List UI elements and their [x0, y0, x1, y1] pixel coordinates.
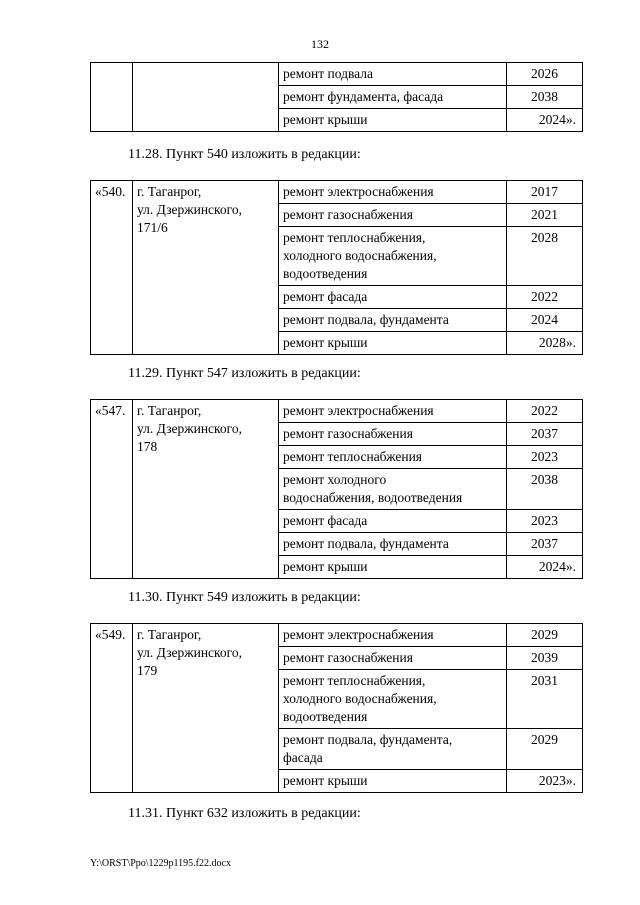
year-cell: 2037	[507, 423, 583, 446]
work-cell: ремонт крыши	[279, 109, 507, 132]
building-table	[90, 180, 583, 355]
address-cell: г. Таганрог, ул. Дзержинского, 171/6	[133, 181, 279, 355]
work-cell: ремонт крыши	[279, 332, 507, 355]
continuation-table	[90, 62, 583, 132]
table-row	[91, 624, 583, 647]
year-cell: 2023».	[507, 770, 583, 793]
work-cell: ремонт теплоснабжения, холодного водоснабжения, водоотведения	[279, 670, 507, 729]
section-heading: 11.29. Пункт 547 изложить в редакции:	[128, 366, 361, 381]
work-cell: ремонт крыши	[279, 770, 507, 793]
work-cell: ремонт теплоснабжения	[279, 446, 507, 469]
section-heading: 11.31. Пункт 632 изложить в редакции:	[128, 806, 361, 821]
work-cell: ремонт фасада	[279, 510, 507, 533]
work-cell: ремонт газоснабжения	[279, 647, 507, 670]
year-cell: 2024».	[507, 556, 583, 579]
number-cell: «549.	[91, 624, 133, 793]
year-cell: 2026	[507, 63, 583, 86]
year-cell: 2024	[507, 309, 583, 332]
work-cell: ремонт газоснабжения	[279, 423, 507, 446]
number-cell: «547.	[91, 400, 133, 579]
work-cell: ремонт подвала, фундамента, фасада	[279, 729, 507, 770]
work-cell: ремонт подвала	[279, 63, 507, 86]
table-row	[91, 63, 583, 86]
year-cell: 2038	[507, 86, 583, 109]
year-cell: 2022	[507, 286, 583, 309]
work-cell: ремонт газоснабжения	[279, 204, 507, 227]
work-cell: ремонт крыши	[279, 556, 507, 579]
year-cell: 2029	[507, 624, 583, 647]
year-cell: 2028».	[507, 332, 583, 355]
year-cell: 2029	[507, 729, 583, 770]
year-cell: 2031	[507, 670, 583, 729]
section-heading: 11.28. Пункт 540 изложить в редакции:	[128, 147, 361, 162]
work-cell: ремонт теплоснабжения, холодного водоснабжения, водоотведения	[279, 227, 507, 286]
building-table	[90, 399, 583, 579]
work-cell: ремонт электроснабжения	[279, 400, 507, 423]
year-cell: 2038	[507, 469, 583, 510]
number-cell	[91, 63, 133, 132]
year-cell: 2023	[507, 446, 583, 469]
work-cell: ремонт электроснабжения	[279, 624, 507, 647]
year-cell: 2037	[507, 533, 583, 556]
work-cell: ремонт фасада	[279, 286, 507, 309]
work-cell: ремонт фундамента, фасада	[279, 86, 507, 109]
table-row	[91, 181, 583, 204]
year-cell: 2023	[507, 510, 583, 533]
work-cell: ремонт электроснабжения	[279, 181, 507, 204]
section-heading: 11.30. Пункт 549 изложить в редакции:	[128, 590, 361, 605]
year-cell: 2024».	[507, 109, 583, 132]
year-cell: 2021	[507, 204, 583, 227]
page-number: 132	[311, 37, 329, 51]
table-row	[91, 400, 583, 423]
work-cell: ремонт подвала, фундамента	[279, 309, 507, 332]
work-cell: ремонт холодного водоснабжения, водоотведения	[279, 469, 507, 510]
address-cell: г. Таганрог, ул. Дзержинского, 178	[133, 400, 279, 579]
footer-file-path: Y:\ORST\Ppo\1229p1195.f22.docx	[90, 858, 231, 869]
address-cell: г. Таганрог, ул. Дзержинского, 179	[133, 624, 279, 793]
year-cell: 2028	[507, 227, 583, 286]
year-cell: 2017	[507, 181, 583, 204]
year-cell: 2039	[507, 647, 583, 670]
number-cell: «540.	[91, 181, 133, 355]
year-cell: 2022	[507, 400, 583, 423]
address-cell	[133, 63, 279, 132]
building-table	[90, 623, 583, 793]
work-cell: ремонт подвала, фундамента	[279, 533, 507, 556]
